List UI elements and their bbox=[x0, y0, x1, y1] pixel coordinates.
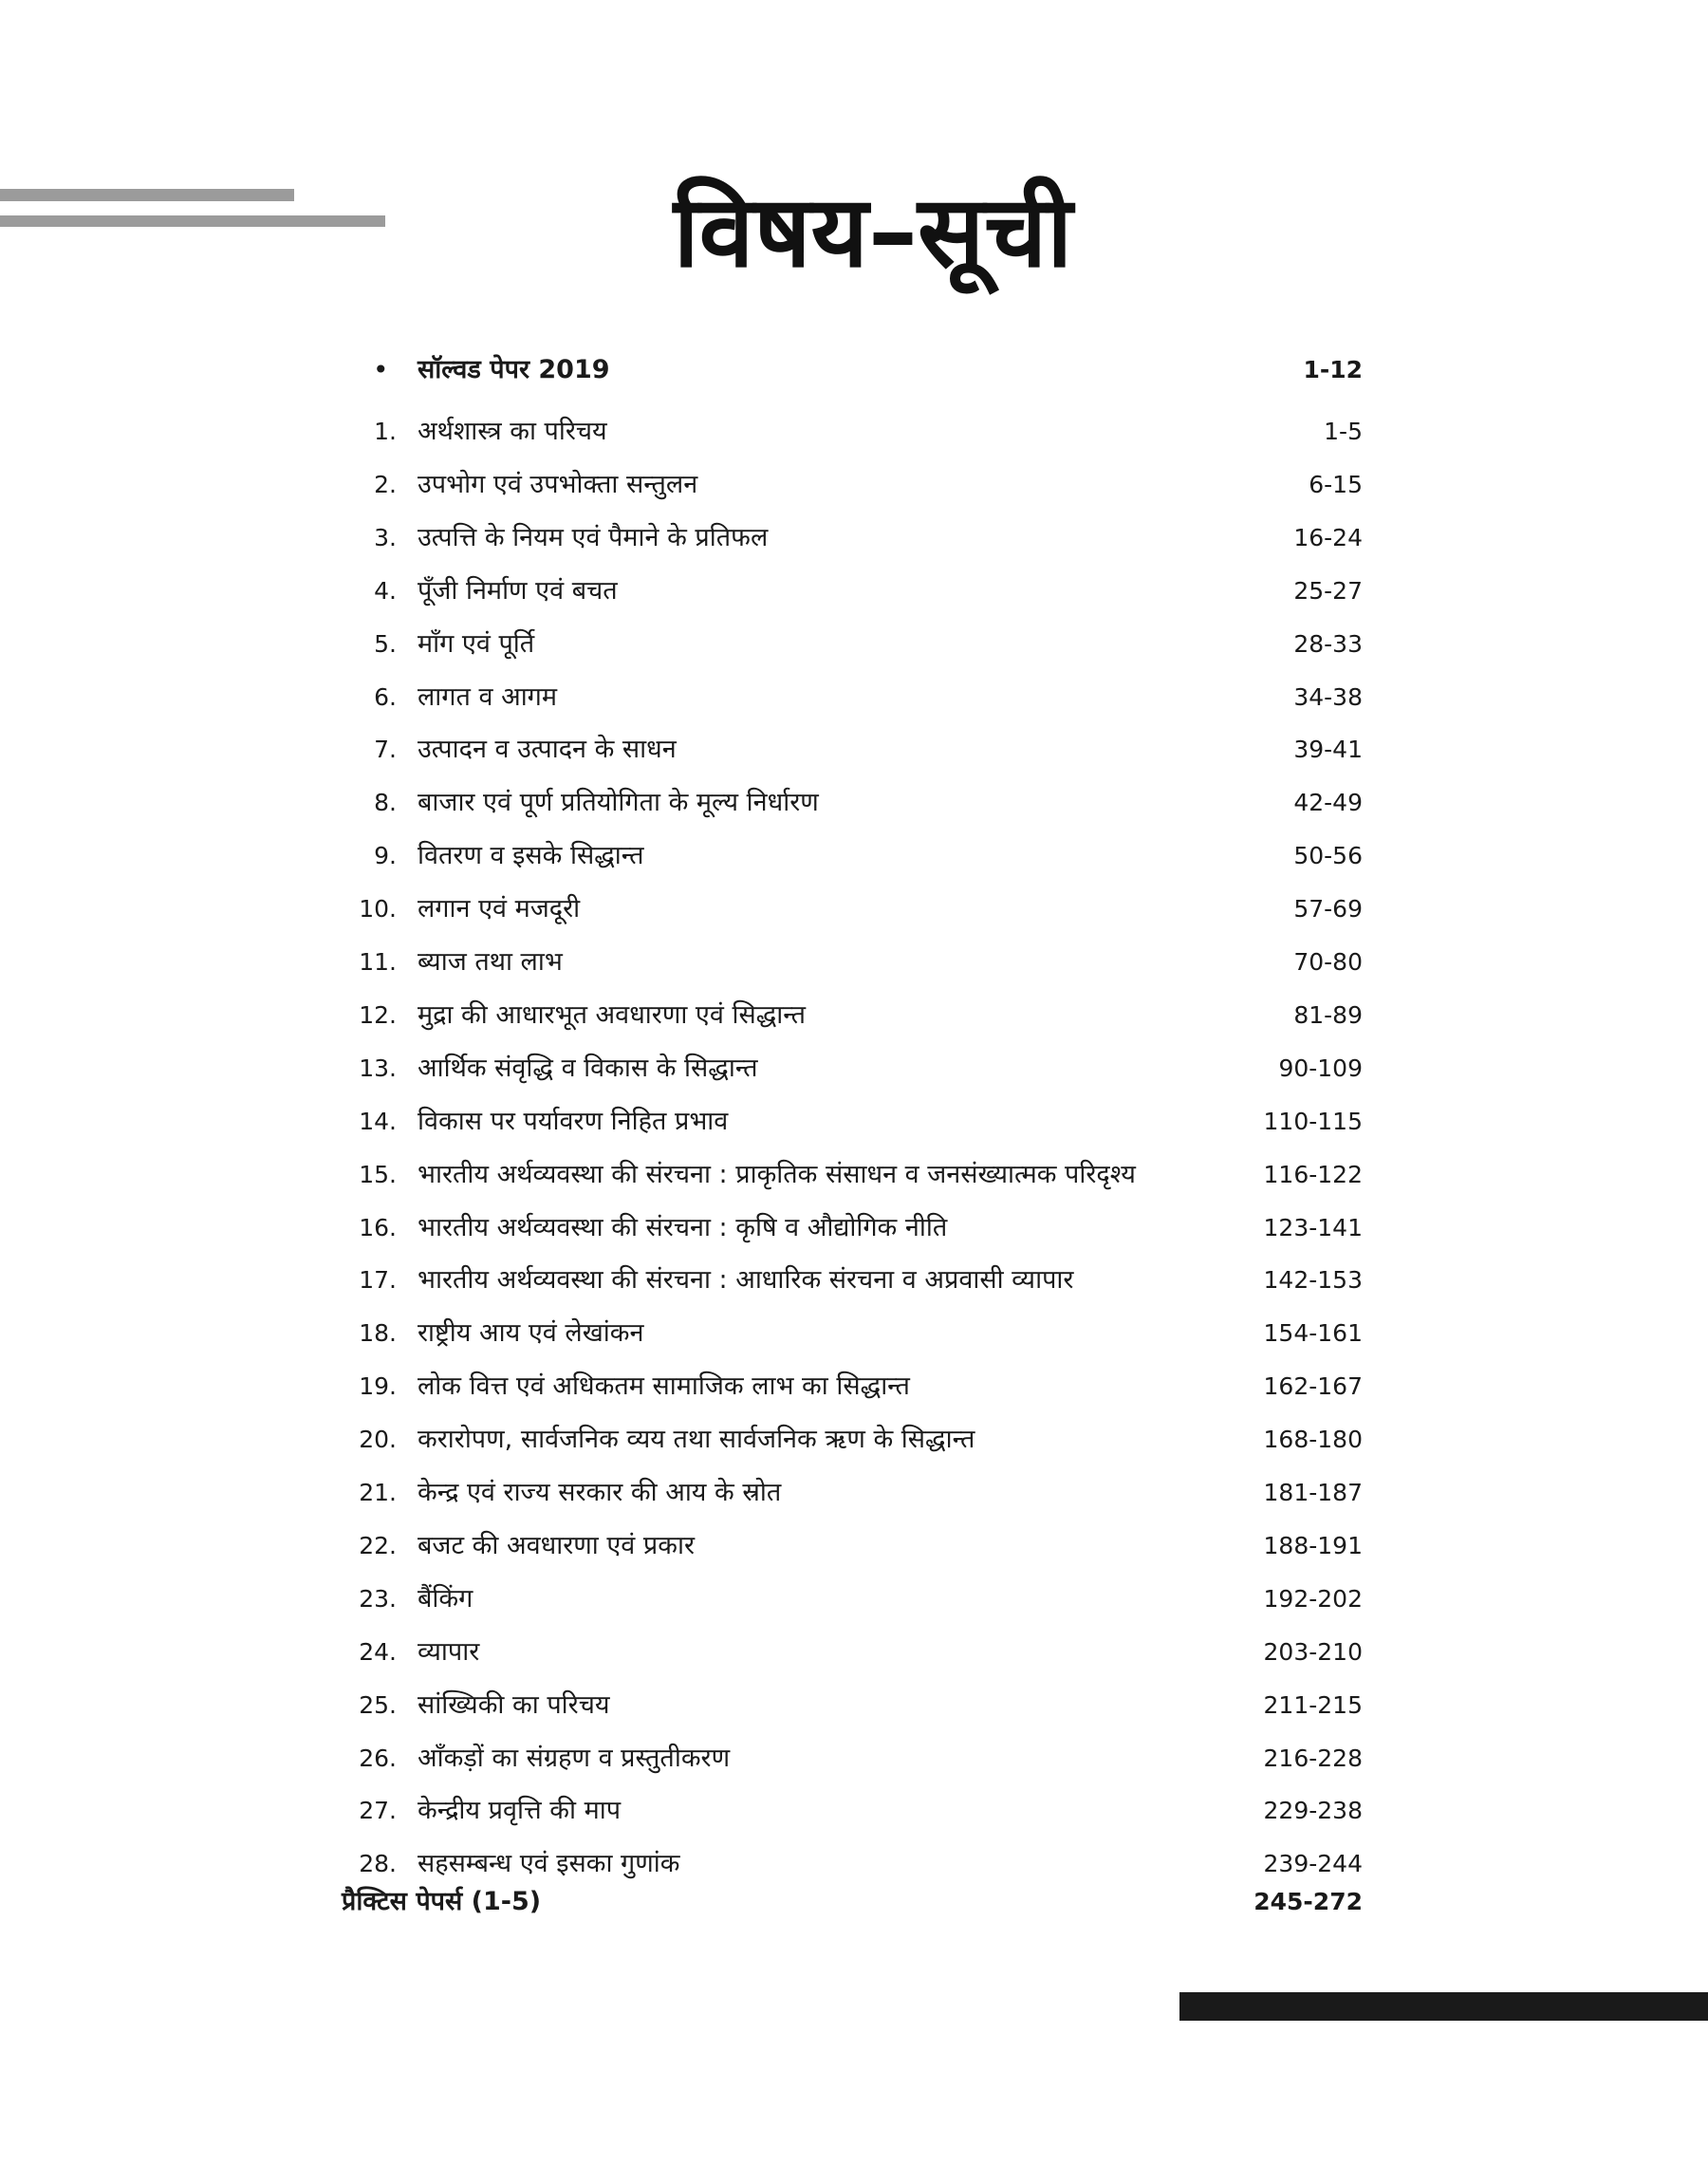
toc-entry-label: वितरण व इसके सिद्धान्त bbox=[418, 841, 644, 871]
toc-entry-number: 1. bbox=[374, 418, 397, 445]
toc-entry-label: माँग एवं पूर्ति bbox=[418, 628, 535, 659]
toc-row[interactable] bbox=[0, 992, 1708, 1039]
toc-entry-number: 9. bbox=[374, 842, 397, 870]
toc-row[interactable] bbox=[0, 568, 1708, 615]
toc-entry-pages: 229-238 bbox=[1263, 1797, 1363, 1825]
toc-entry-label: पूँजी निर्माण एवं बचत bbox=[418, 575, 618, 606]
toc-entry-pages: 181-187 bbox=[1263, 1479, 1363, 1506]
toc-entry-label: केन्द्रीय प्रवृत्ति की माप bbox=[418, 1796, 622, 1826]
toc-entry-label: ब्याज तथा लाभ bbox=[418, 947, 563, 977]
toc-row[interactable] bbox=[0, 1257, 1708, 1304]
toc-entry-pages: 110-115 bbox=[1263, 1107, 1363, 1135]
page-title: विषय–सूची bbox=[673, 174, 1073, 289]
toc-entry-number: 2. bbox=[374, 470, 397, 498]
toc-row[interactable] bbox=[0, 1204, 1708, 1252]
toc-entry-label: करारोपण, सार्वजनिक व्यय तथा सार्वजनिक ऋण के सिद्धान्त bbox=[418, 1425, 975, 1455]
toc-row[interactable] bbox=[0, 1787, 1708, 1835]
toc-row[interactable] bbox=[0, 1363, 1708, 1410]
toc-entry-pages: 81-89 bbox=[1293, 1000, 1363, 1029]
toc-entry-label: भारतीय अर्थव्यवस्था की संरचना : कृषि व औद्योगिक नीति bbox=[418, 1212, 948, 1242]
toc-entry-pages: 123-141 bbox=[1263, 1213, 1363, 1241]
toc-entry-pages: 57-69 bbox=[1293, 895, 1363, 924]
toc-row[interactable] bbox=[0, 461, 1708, 509]
toc-entry-label: लगान एवं मजदूरी bbox=[418, 894, 581, 924]
toc-entry-number: 23. bbox=[359, 1584, 397, 1613]
toc-entry-label: उत्पादन व उत्पादन के साधन bbox=[418, 735, 677, 765]
toc-entry-label: सांख्यिकी का परिचय bbox=[418, 1689, 610, 1720]
toc-entry-pages: 42-49 bbox=[1293, 789, 1363, 817]
toc-entry-pages: 162-167 bbox=[1263, 1372, 1363, 1401]
toc-entry-pages: 211-215 bbox=[1263, 1690, 1363, 1719]
toc-entry-number: 19. bbox=[359, 1372, 397, 1401]
toc-entry-number: 18. bbox=[359, 1319, 397, 1348]
toc-entry-label: बैंकिंग bbox=[418, 1583, 473, 1614]
toc-row[interactable] bbox=[0, 514, 1708, 562]
toc-row[interactable] bbox=[0, 674, 1708, 721]
toc-entry-number: 15. bbox=[359, 1160, 397, 1188]
toc-entry-label: उत्पत्ति के नियम एवं पैमाने के प्रतिफल bbox=[418, 522, 769, 552]
toc-row[interactable] bbox=[0, 1310, 1708, 1357]
toc-entry-pages: 245-272 bbox=[1253, 1888, 1363, 1915]
toc-entry-pages: 70-80 bbox=[1293, 948, 1363, 976]
toc-entry-number: 16. bbox=[359, 1213, 397, 1241]
toc-entry-number: 10. bbox=[359, 895, 397, 924]
toc-entry-label: राष्ट्रीय आय एवं लेखांकन bbox=[418, 1318, 644, 1349]
toc-entry-label: भारतीय अर्थव्यवस्था की संरचना : आधारिक संरचना व अप्रवासी व्यापार bbox=[418, 1265, 1074, 1296]
toc-entry-pages: 116-122 bbox=[1263, 1160, 1363, 1188]
toc-entry-label: बाजार एवं पूर्ण प्रतियोगिता के मूल्य निर्धारण bbox=[418, 788, 819, 818]
toc-row[interactable] bbox=[0, 726, 1708, 774]
toc-entry-number: 13. bbox=[359, 1054, 397, 1082]
toc-entry-label: आर्थिक संवृद्धि व विकास के सिद्धान्त bbox=[418, 1053, 758, 1083]
toc-entry-number: 7. bbox=[374, 736, 397, 764]
toc-row[interactable] bbox=[0, 1682, 1708, 1729]
toc-row-practice-papers[interactable] bbox=[0, 1878, 1708, 1926]
toc-entry-pages: 239-244 bbox=[1263, 1850, 1363, 1878]
toc-entry-pages: 90-109 bbox=[1278, 1054, 1363, 1082]
toc-entry-number: 3. bbox=[374, 523, 397, 551]
toc-entry-number: 12. bbox=[359, 1000, 397, 1029]
toc-entry-number: 21. bbox=[359, 1479, 397, 1506]
toc-row[interactable] bbox=[0, 1098, 1708, 1146]
toc-entry-number: 22. bbox=[359, 1531, 397, 1559]
toc-entry-number: 11. bbox=[359, 948, 397, 976]
toc-entry-number: 14. bbox=[359, 1107, 397, 1135]
toc-entry-pages: 203-210 bbox=[1263, 1637, 1363, 1666]
toc-entry-label: केन्द्र एवं राज्य सरकार की आय के स्रोत bbox=[418, 1478, 782, 1507]
toc-row[interactable] bbox=[0, 832, 1708, 880]
toc-entry-number: 27. bbox=[359, 1797, 397, 1825]
toc-entry-label: लागत व आगम bbox=[418, 681, 558, 712]
toc-row[interactable] bbox=[0, 621, 1708, 668]
toc-row[interactable] bbox=[0, 939, 1708, 986]
toc-entry-pages: 28-33 bbox=[1293, 629, 1363, 658]
toc-entry-label: विकास पर पर्यावरण निहित प्रभाव bbox=[418, 1106, 729, 1136]
toc-row[interactable] bbox=[0, 1151, 1708, 1199]
toc-entry-number: 8. bbox=[374, 789, 397, 817]
toc-entry-label: भारतीय अर्थव्यवस्था की संरचना : प्राकृतिक संसाधन व जनसंख्यात्मक परिदृश्य bbox=[418, 1159, 1136, 1189]
toc-entry-label: लोक वित्त एवं अधिकतम सामाजिक लाभ का सिद्धान्त bbox=[418, 1371, 910, 1402]
toc-entry-label: उपभोग एवं उपभोक्ता सन्तुलन bbox=[418, 469, 698, 499]
toc-entry-number: 28. bbox=[359, 1850, 397, 1878]
toc-row[interactable] bbox=[0, 1416, 1708, 1464]
toc-entry-number: 5. bbox=[374, 629, 397, 658]
toc-entry-pages: 216-228 bbox=[1263, 1744, 1363, 1772]
toc-entry-pages: 1-5 bbox=[1324, 418, 1363, 445]
toc-entry-number: 20. bbox=[359, 1426, 397, 1454]
toc-entry-number: 6. bbox=[374, 682, 397, 711]
toc-entry-number: 24. bbox=[359, 1637, 397, 1666]
toc-entry-label: आँकड़ों का संग्रहण व प्रस्तुतीकरण bbox=[418, 1743, 731, 1773]
toc-row[interactable] bbox=[0, 1469, 1708, 1517]
toc-row[interactable] bbox=[0, 408, 1708, 456]
toc-entry-pages: 188-191 bbox=[1263, 1531, 1363, 1559]
toc-entry-number: 4. bbox=[374, 576, 397, 605]
toc-entry-pages: 154-161 bbox=[1263, 1319, 1363, 1348]
toc-entry-pages: 168-180 bbox=[1263, 1426, 1363, 1454]
toc-entry-label: सहसम्बन्ध एवं इसका गुणांक bbox=[418, 1849, 680, 1879]
toc-row-solved-paper[interactable] bbox=[0, 346, 1708, 394]
toc-row[interactable] bbox=[0, 1629, 1708, 1676]
toc-entry-pages: 39-41 bbox=[1293, 736, 1363, 764]
toc-entry-label: व्यापार bbox=[418, 1636, 480, 1667]
toc-entry-label: सॉल्वड पेपर 2019 bbox=[418, 355, 610, 384]
bullet-icon: • bbox=[373, 354, 389, 385]
toc-row[interactable] bbox=[0, 1735, 1708, 1782]
toc-entry-pages: 34-38 bbox=[1293, 682, 1363, 711]
toc-entry-pages: 50-56 bbox=[1293, 842, 1363, 870]
toc-entry-number: 17. bbox=[359, 1266, 397, 1295]
toc-entry-label: बजट की अवधारणा एवं प्रकार bbox=[418, 1530, 695, 1560]
toc-entry-number: 26. bbox=[359, 1744, 397, 1772]
toc-row[interactable] bbox=[0, 779, 1708, 827]
toc-entry-pages: 192-202 bbox=[1263, 1584, 1363, 1613]
toc-entry-pages: 142-153 bbox=[1263, 1266, 1363, 1295]
toc-row[interactable] bbox=[0, 1045, 1708, 1092]
toc-entry-label: मुद्रा की आधारभूत अवधारणा एवं सिद्धान्त bbox=[418, 999, 806, 1030]
toc-entry-pages: 1-12 bbox=[1303, 356, 1363, 383]
toc-entry-pages: 6-15 bbox=[1309, 470, 1363, 498]
toc-row[interactable] bbox=[0, 1522, 1708, 1570]
footer-bar bbox=[1179, 1992, 1708, 2021]
toc-entry-label: प्रैक्टिस पेपर्स (1-5) bbox=[342, 1887, 542, 1916]
toc-entry-number: 25. bbox=[359, 1690, 397, 1719]
toc-row[interactable] bbox=[0, 886, 1708, 933]
toc-entry-pages: 25-27 bbox=[1293, 576, 1363, 605]
toc-entry-label: अर्थशास्त्र का परिचय bbox=[418, 417, 607, 446]
toc-row[interactable] bbox=[0, 1576, 1708, 1623]
toc-entry-pages: 16-24 bbox=[1293, 523, 1363, 551]
